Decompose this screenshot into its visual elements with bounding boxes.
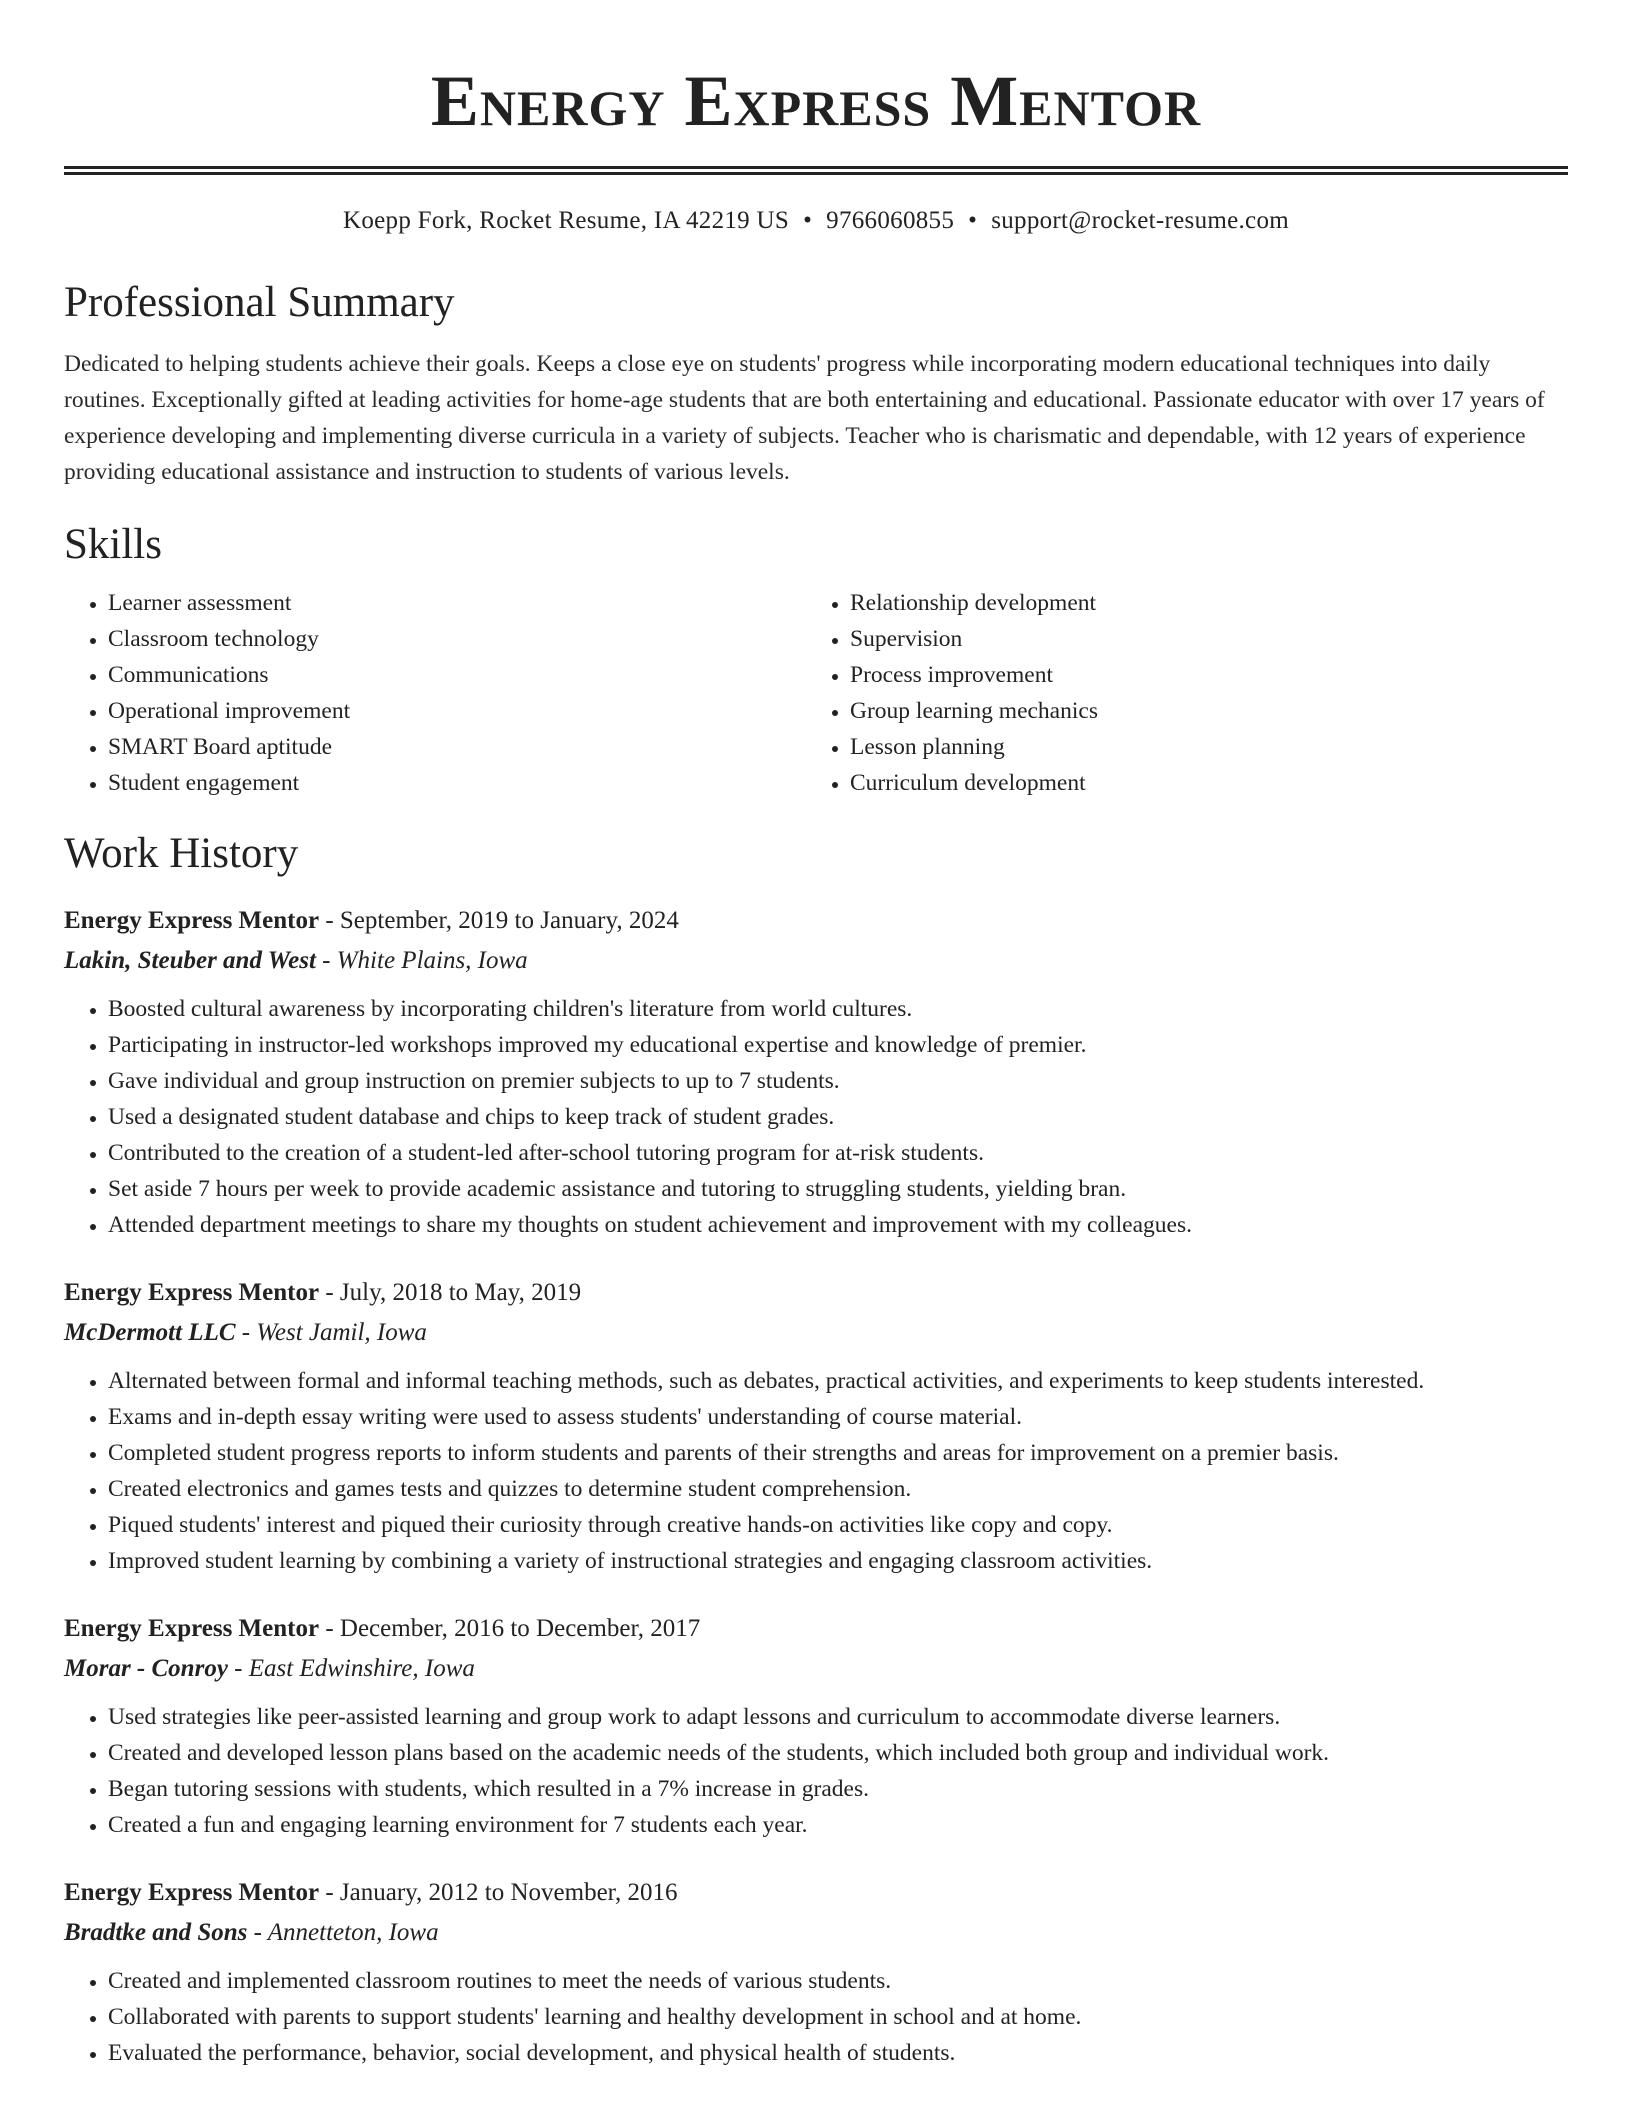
skill-item: • Group learning mechanics: [850, 693, 1548, 729]
job-company: Lakin, Steuber and West: [64, 947, 316, 974]
contact-email: support@rocket-resume.com: [991, 207, 1289, 234]
job-company: Morar - Conroy: [64, 1655, 228, 1682]
job-entry: [64, 1873, 1568, 2071]
skills-heading: Skills: [64, 521, 162, 568]
job-bullet: • Piqued students' interest and piqued their curiosity through creative hands-on activities like copy and copy.: [108, 1507, 1568, 1543]
job-title: Energy Express Mentor: [64, 1279, 320, 1306]
resume-name: Energy Express Mentor: [430, 61, 1202, 141]
job-entry: [64, 901, 1568, 1243]
job-title: Energy Express Mentor: [64, 907, 320, 934]
skills-column-right: [806, 585, 1548, 801]
skill-item: • Learner assessment: [108, 585, 806, 621]
job-dates: - July, 2018 to May, 2019: [319, 1279, 582, 1306]
skill-item: • SMART Board aptitude: [108, 729, 806, 765]
job-company-line: [64, 1913, 1568, 1953]
job-dates: - December, 2016 to December, 2017: [319, 1615, 701, 1642]
job-title-line: [64, 1273, 1568, 1313]
job-bullet: • Created electronics and games tests and quizzes to determine student comprehension.: [108, 1471, 1568, 1507]
job-dates: - September, 2019 to January, 2024: [319, 907, 679, 934]
contact-separator: •: [968, 207, 978, 234]
job-bullet: • Used strategies like peer-assisted learning and group work to adapt lessons and curriculum to accommodate diverse learners.: [108, 1699, 1568, 1735]
job-location: - East Edwinshire, Iowa: [227, 1655, 475, 1682]
job-company-line: [64, 941, 1568, 981]
job-bullet: • Boosted cultural awareness by incorporating children's literature from world cultures.: [108, 991, 1568, 1027]
skill-item: • Operational improvement: [108, 693, 806, 729]
job-title: Energy Express Mentor: [64, 1615, 320, 1642]
job-bullet: • Alternated between formal and informal teaching methods, such as debates, practical activities, and experiments to keep students interested.: [108, 1363, 1568, 1399]
job-entry: [64, 1609, 1568, 1843]
skill-item: • Supervision: [850, 621, 1548, 657]
skill-item: • Curriculum development: [850, 765, 1548, 801]
job-location: - White Plains, Iowa: [315, 947, 528, 974]
job-dates: - January, 2012 to November, 2016: [319, 1879, 678, 1906]
skill-item: • Communications: [108, 657, 806, 693]
skill-item: • Lesson planning: [850, 729, 1548, 765]
summary-heading: Professional Summary: [64, 279, 455, 326]
job-entry: [64, 1273, 1568, 1579]
skills-list: [64, 585, 1568, 801]
contact-separator: •: [803, 207, 813, 234]
job-bullet: • Improved student learning by combining a variety of instructional strategies and engaging classroom activities.: [108, 1543, 1568, 1579]
job-bullets: [64, 991, 1568, 1243]
skill-item: • Relationship development: [850, 585, 1548, 621]
skill-item: • Student engagement: [108, 765, 806, 801]
job-bullet: • Participating in instructor-led workshops improved my educational expertise and knowledge of premier.: [108, 1027, 1568, 1063]
job-bullet: • Completed student progress reports to inform students and parents of their strengths and areas for improvement on a premier basis.: [108, 1435, 1568, 1471]
summary-text: Dedicated to helping students achieve their goals. Keeps a close eye on students' progress while incorporating modern educational techniques into daily routines. Exceptionally gifted at leading activities for home-age students that are both entertaining and educational. Passionate educator with over 17 years of experience developing and implementing diverse curricula in a variety of subjects. Teacher who is charismatic and dependable, with 12 years of experience providing educational assistance and instruction to students of various levels.: [64, 351, 1545, 485]
skills-column-left: [64, 585, 806, 801]
resume-page: [64, 0, 1568, 2071]
contact-phone: 9766060855: [826, 207, 955, 234]
job-company: McDermott LLC: [64, 1319, 236, 1346]
job-bullet: • Used a designated student database and chips to keep track of student grades.: [108, 1099, 1568, 1135]
job-bullet: • Created and implemented classroom routines to meet the needs of various students.: [108, 1963, 1568, 1999]
job-bullet: • Began tutoring sessions with students, which resulted in a 7% increase in grades.: [108, 1771, 1568, 1807]
job-title-line: [64, 1873, 1568, 1913]
job-location: - West Jamil, Iowa: [235, 1319, 427, 1346]
job-title: Energy Express Mentor: [64, 1879, 320, 1906]
skill-item: • Classroom technology: [108, 621, 806, 657]
job-bullet: • Collaborated with parents to support students' learning and healthy development in school and at home.: [108, 1999, 1568, 2035]
job-bullet: • Contributed to the creation of a student-led after-school tutoring program for at-risk students.: [108, 1135, 1568, 1171]
job-bullet: • Attended department meetings to share my thoughts on student achievement and improvement with my colleagues.: [108, 1207, 1568, 1243]
job-bullets: [64, 1363, 1568, 1579]
skill-item: • Process improvement: [850, 657, 1548, 693]
job-bullets: [64, 1963, 1568, 2071]
contact-line: [64, 204, 1568, 238]
job-company-line: [64, 1649, 1568, 1689]
contact-address: Koepp Fork, Rocket Resume, IA 42219 US: [342, 207, 790, 234]
job-bullet: • Evaluated the performance, behavior, social development, and physical health of students.: [108, 2035, 1568, 2071]
job-title-line: [64, 901, 1568, 941]
job-bullets: [64, 1699, 1568, 1843]
job-bullet: • Gave individual and group instruction on premier subjects to up to 7 students.: [108, 1063, 1568, 1099]
job-title-line: [64, 1609, 1568, 1649]
job-company: Bradtke and Sons: [64, 1919, 248, 1946]
job-bullet: • Created and developed lesson plans based on the academic needs of the students, which included both group and individual work.: [108, 1735, 1568, 1771]
job-location: - Annetteton, Iowa: [247, 1919, 439, 1946]
job-bullet: • Created a fun and engaging learning environment for 7 students each year.: [108, 1807, 1568, 1843]
job-bullet: • Set aside 7 hours per week to provide academic assistance and tutoring to struggling students, yielding bran.: [108, 1171, 1568, 1207]
job-company-line: [64, 1313, 1568, 1353]
work-history-heading: Work History: [64, 830, 299, 877]
job-bullet: • Exams and in-depth essay writing were used to assess students' understanding of course material.: [108, 1399, 1568, 1435]
header-divider: [64, 166, 1568, 175]
